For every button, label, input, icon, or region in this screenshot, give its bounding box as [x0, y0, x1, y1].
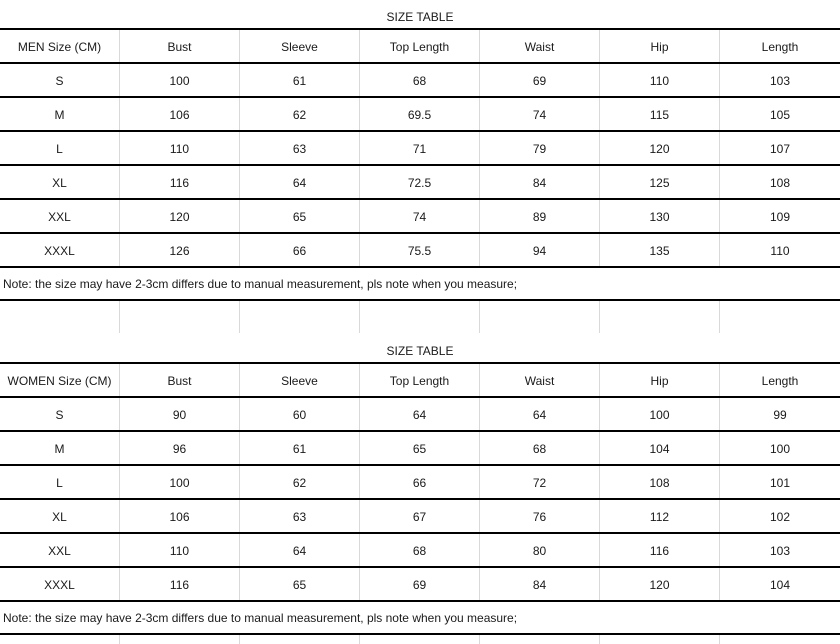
cell-waist: 74	[480, 98, 600, 132]
cell-size: XXXL	[0, 234, 120, 268]
cell-top-length: 66	[360, 466, 480, 500]
cell-waist: 94	[480, 234, 600, 268]
cell-size: XL	[0, 500, 120, 534]
cell-length: 99	[773, 408, 787, 422]
cell-hip: 135	[600, 234, 720, 268]
table-row	[0, 234, 840, 268]
empty-cell	[0, 635, 120, 644]
empty-cell	[720, 301, 840, 333]
empty-cell	[720, 635, 840, 644]
cell-top-length: 68	[360, 64, 480, 98]
cell-bust: 90	[120, 398, 240, 432]
header-waist: Waist	[480, 30, 600, 64]
cell-sleeve: 63	[240, 500, 360, 534]
women-note-row	[0, 602, 840, 634]
table-row	[0, 200, 840, 234]
table-row	[0, 500, 840, 534]
table-row	[0, 398, 840, 432]
cell-length: 102	[769, 510, 791, 524]
table-row	[0, 568, 840, 602]
cell-length: 107	[769, 142, 791, 156]
header-size: WOMEN Size (CM)	[0, 364, 120, 398]
cell-sleeve: 60	[240, 398, 360, 432]
cell-waist: 80	[480, 534, 600, 568]
cell-waist: 84	[480, 568, 600, 602]
cell-length: 105	[769, 108, 791, 122]
empty-cell	[600, 635, 720, 644]
women-note: Note: the size may have 2-3cm differs due to manual measurement, pls note when you measure;	[3, 611, 518, 625]
cell-hip: 115	[600, 98, 720, 132]
cell-waist: 79	[480, 132, 600, 166]
cell-hip: 104	[600, 432, 720, 466]
cell-top-length: 72.5	[360, 166, 480, 200]
cell-bust: 116	[120, 166, 240, 200]
cell-sleeve: 64	[240, 166, 360, 200]
men-note-row	[0, 268, 840, 300]
cell-hip: 110	[600, 64, 720, 98]
empty-cell	[360, 635, 480, 644]
cell-hip: 108	[600, 466, 720, 500]
men-header-row	[0, 30, 840, 64]
cell-length: 110	[770, 244, 790, 258]
cell-sleeve: 61	[240, 432, 360, 466]
cell-size: XL	[0, 166, 120, 200]
cell-size: M	[0, 432, 120, 466]
cell-bust: 116	[120, 568, 240, 602]
cell-size: XXL	[0, 534, 120, 568]
table-row	[0, 534, 840, 568]
cell-length: 100	[769, 442, 791, 456]
cell-bust: 100	[120, 64, 240, 98]
empty-cell	[480, 635, 600, 644]
cell-size: M	[0, 98, 120, 132]
bottom-spacer-row	[0, 635, 840, 644]
cell-length: 101	[769, 476, 791, 490]
empty-cell	[240, 635, 360, 644]
spacer-row	[0, 301, 840, 333]
cell-length: 108	[769, 176, 791, 190]
header-hip: Hip	[600, 30, 720, 64]
cell-waist: 64	[480, 398, 600, 432]
cell-hip: 120	[600, 132, 720, 166]
cell-size: L	[0, 132, 120, 166]
cell-bust: 96	[120, 432, 240, 466]
cell-sleeve: 62	[240, 466, 360, 500]
header-length: Length	[761, 40, 799, 54]
cell-size: S	[0, 398, 120, 432]
cell-bust: 106	[120, 98, 240, 132]
cell-waist: 69	[480, 64, 600, 98]
header-hip: Hip	[600, 364, 720, 398]
cell-bust: 110	[120, 534, 240, 568]
cell-size: XXXL	[0, 568, 120, 602]
men-table-title: SIZE TABLE	[386, 10, 454, 24]
cell-top-length: 65	[360, 432, 480, 466]
women-header-row	[0, 364, 840, 398]
cell-sleeve: 63	[240, 132, 360, 166]
header-waist: Waist	[480, 364, 600, 398]
header-length: Length	[761, 374, 799, 388]
cell-bust: 120	[120, 200, 240, 234]
cell-sleeve: 65	[240, 568, 360, 602]
header-sleeve: Sleeve	[240, 30, 360, 64]
cell-top-length: 69.5	[360, 98, 480, 132]
empty-cell	[360, 301, 480, 333]
men-note: Note: the size may have 2-3cm differs due to manual measurement, pls note when you measure;	[3, 277, 518, 291]
cell-hip: 130	[600, 200, 720, 234]
cell-top-length: 64	[360, 398, 480, 432]
empty-cell	[480, 301, 600, 333]
empty-cell	[600, 301, 720, 333]
header-bust: Bust	[120, 30, 240, 64]
header-size: MEN Size (CM)	[0, 30, 120, 64]
empty-cell	[120, 301, 240, 333]
cell-waist: 84	[480, 166, 600, 200]
cell-hip: 112	[600, 500, 720, 534]
table-row	[0, 132, 840, 166]
cell-hip: 125	[600, 166, 720, 200]
cell-size: L	[0, 466, 120, 500]
cell-waist: 76	[480, 500, 600, 534]
header-bust: Bust	[120, 364, 240, 398]
cell-sleeve: 62	[240, 98, 360, 132]
cell-hip: 116	[600, 534, 720, 568]
cell-size: S	[0, 64, 120, 98]
cell-top-length: 75.5	[360, 234, 480, 268]
table-row	[0, 466, 840, 500]
header-sleeve: Sleeve	[240, 364, 360, 398]
cell-length: 104	[769, 578, 791, 592]
cell-bust: 100	[120, 466, 240, 500]
cell-length: 109	[769, 210, 791, 224]
header-top-length: Top Length	[360, 364, 480, 398]
cell-hip: 120	[600, 568, 720, 602]
empty-cell	[0, 301, 120, 333]
women-table-title: SIZE TABLE	[386, 344, 454, 358]
table-row	[0, 432, 840, 466]
cell-sleeve: 66	[240, 234, 360, 268]
cell-waist: 89	[480, 200, 600, 234]
cell-sleeve: 65	[240, 200, 360, 234]
cell-size: XXL	[0, 200, 120, 234]
cell-top-length: 74	[360, 200, 480, 234]
header-top-length: Top Length	[360, 30, 480, 64]
cell-top-length: 67	[360, 500, 480, 534]
cell-waist: 68	[480, 432, 600, 466]
empty-cell	[240, 301, 360, 333]
cell-bust: 110	[120, 132, 240, 166]
cell-hip: 100	[600, 398, 720, 432]
cell-sleeve: 61	[240, 64, 360, 98]
cell-top-length: 71	[360, 132, 480, 166]
cell-waist: 72	[480, 466, 600, 500]
cell-bust: 106	[120, 500, 240, 534]
cell-top-length: 68	[360, 534, 480, 568]
table-row	[0, 98, 840, 132]
cell-length: 103	[769, 74, 791, 88]
cell-top-length: 69	[360, 568, 480, 602]
empty-cell	[120, 635, 240, 644]
table-row	[0, 64, 840, 98]
cell-length: 103	[769, 544, 791, 558]
table-row	[0, 166, 840, 200]
cell-sleeve: 64	[240, 534, 360, 568]
cell-bust: 126	[120, 234, 240, 268]
